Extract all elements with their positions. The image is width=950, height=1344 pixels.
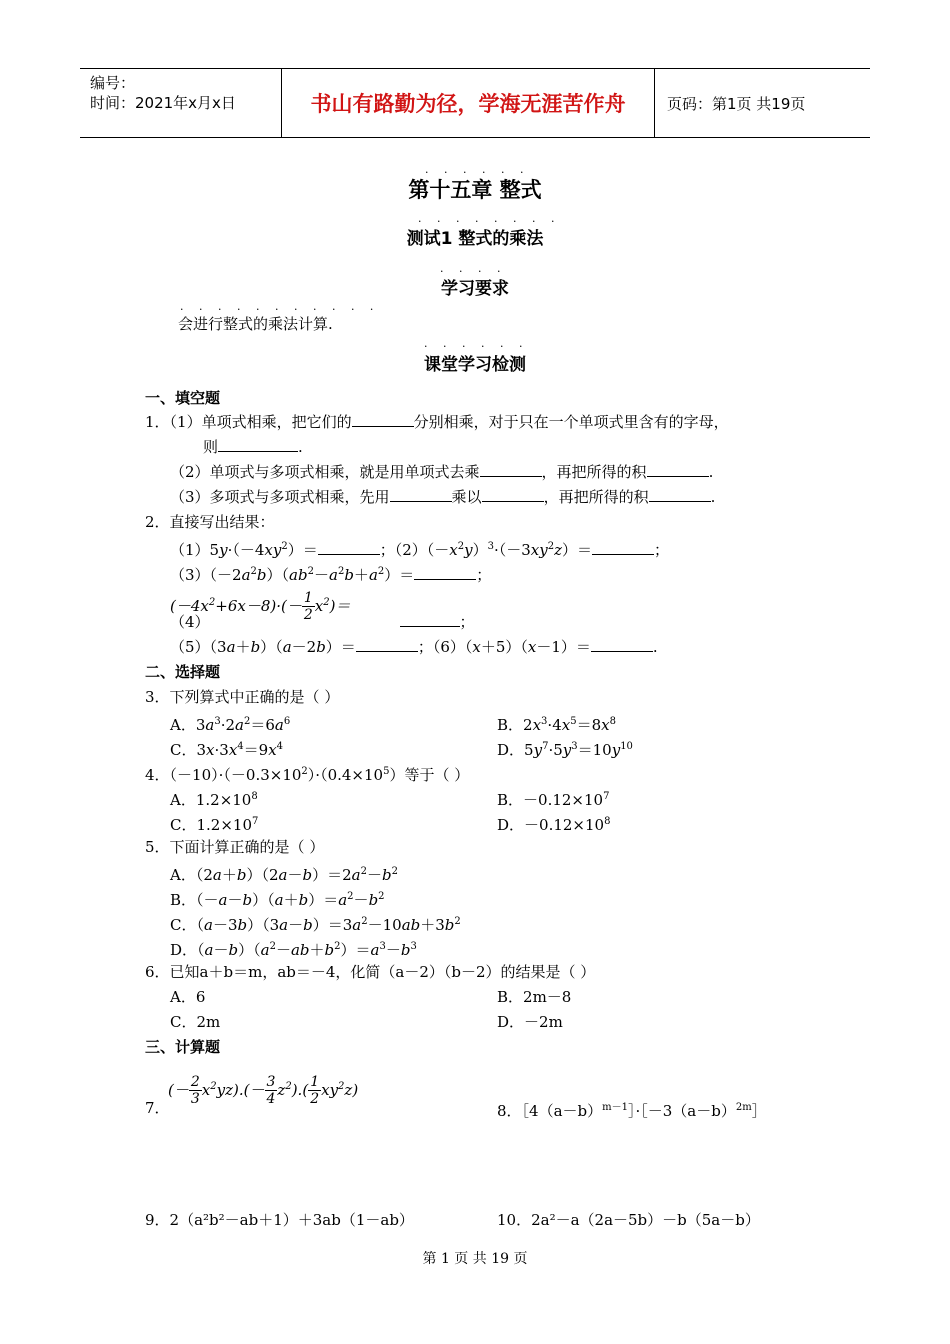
q2-item3: $(3)(-2a^2b)(ab^2-a^2b+a^2)=$ ； bbox=[170, 566, 492, 584]
motto: 书山有路勤为径，学海无涯苦作舟 bbox=[282, 69, 655, 137]
emphasis-dots: · · · · · · bbox=[425, 166, 530, 179]
q2-item5: （5）（3a＋b）（a－2b）＝ ；（6）（x＋5）（x－1）＝ . bbox=[170, 638, 658, 656]
emphasis-dots: · · · · · · bbox=[424, 340, 529, 353]
chapter-title: 第十五章 整式 bbox=[408, 178, 542, 202]
q6-option-d: D．－2m bbox=[497, 1013, 563, 1031]
q3-option-c: C．$3x\cdot 3x^4=9x^4$ bbox=[170, 741, 284, 759]
q1-line3: （3）多项式与多项式相乘，先用 乘以 ，再把所得的积 . bbox=[170, 488, 716, 506]
q10-expression: 10．2a²－a（2a－5b）－b（5a－b） bbox=[497, 1211, 760, 1229]
q4-option-d: D．$-0.12\times 10^8$ bbox=[497, 816, 611, 834]
page-footer: 第 1 页 共 19 页 bbox=[422, 1251, 528, 1267]
emphasis-dots: · · · · · · · · bbox=[418, 215, 561, 228]
section-choice: 二、选择题 bbox=[145, 663, 221, 681]
q3-option-b: B．$2x^3\cdot 4x^5=8x^8$ bbox=[497, 716, 616, 734]
emphasis-dots: · · · · · · · · · · · bbox=[180, 303, 380, 316]
q6-option-b: B．2m－8 bbox=[497, 988, 572, 1006]
q7-expression: (－ $\frac{2}{3}$ $x^2yz).(-$ $\frac{3}{4}$ $z^2$).( $\frac{1}{2}$ $xy^2z$) bbox=[168, 1074, 359, 1107]
header-left-cell bbox=[80, 69, 282, 137]
q9-expression: 9．2（a²b²－ab＋1）＋3ab（1－ab） bbox=[145, 1211, 414, 1229]
q1-line1-cont: 则 . bbox=[203, 438, 303, 456]
q1-line2: （2）单项式与多项式相乘，就是用单项式去乘 ，再把所得的积 . bbox=[170, 463, 714, 481]
q6-option-c: C．2m bbox=[170, 1013, 221, 1031]
section-fill-blank: 一、填空题 bbox=[145, 389, 221, 407]
q5-option-c: C．$(a-3b)(3a-b)=3a^2-10ab+3b^2$ bbox=[170, 916, 461, 934]
q6-option-a: A．6 bbox=[170, 988, 206, 1006]
q3-option-a: A．$3a^3\cdot 2a^2=6a^6$ bbox=[170, 716, 291, 734]
q2-item4: $(-4x^2+6x-8)\cdot(-$ $\frac{1}{2}$ $x^2)=$ bbox=[170, 590, 351, 623]
code-label: 编号： bbox=[90, 74, 136, 92]
page-label: 页码：第1页 共19页 bbox=[667, 94, 806, 113]
q3-option-d: D．$5y^7\cdot 5y^3=10y^{10}$ bbox=[497, 741, 633, 759]
q8-expression: 8．$[4(a-b)^{m-1}]\cdot[-3(a-b)^{2m}]$ bbox=[497, 1102, 767, 1120]
q2-item1: $(1)5y\cdot(-4xy^2)=$ ；$(2)(-x^2y)^3\cdot(-3xy^2z)=$ ； bbox=[170, 541, 670, 559]
q6-stem: 6．已知a＋b＝m，ab＝－4，化简（a－2）（b－2）的结果是（ ） bbox=[145, 963, 596, 981]
q4-option-b: B．$-0.12\times 10^7$ bbox=[497, 791, 610, 809]
q2-intro: 2．直接写出结果： bbox=[145, 513, 275, 531]
header-table bbox=[80, 68, 870, 138]
time-label: 时间：2021年x月x日 bbox=[90, 94, 236, 112]
emphasis-dots: · · · · bbox=[440, 265, 507, 278]
q4-option-c: C．$1.2\times 10^7$ bbox=[170, 816, 259, 834]
requirement-heading: 学习要求 bbox=[441, 279, 509, 299]
check-heading: 课堂学习检测 bbox=[424, 355, 526, 375]
q5-option-b: B．$(-a-b)(a+b)=a^2-b^2$ bbox=[170, 891, 385, 909]
q5-option-a: A．$(2a+b)(2a-b)=2a^2-b^2$ bbox=[170, 866, 398, 884]
q5-stem: 5．下面计算正确的是（ ） bbox=[145, 838, 325, 856]
q4-option-a: A．$1.2\times 10^8$ bbox=[170, 791, 258, 809]
q3-stem: 3．下列算式中正确的是（ ） bbox=[145, 688, 340, 706]
q5-option-d: D．$(a-b)(a^2-ab+b^2)=a^3-b^3$ bbox=[170, 941, 417, 959]
requirement-text: 会进行整式的乘法计算. bbox=[178, 315, 333, 333]
q1-line1: 1．（1）单项式相乘，把它们的 分别相乘，对于只在一个单项式里含有的字母， bbox=[145, 413, 729, 431]
q7-label: 7． bbox=[145, 1099, 170, 1117]
q4-stem: 4．$(-10)\cdot(-0.3\times 10^2)\cdot(0.4\times 10^5)$等于（ ） bbox=[145, 766, 470, 784]
section-calc: 三、计算题 bbox=[145, 1038, 221, 1056]
test-title: 测试1 整式的乘法 bbox=[406, 229, 544, 249]
q2-item4-label: （4） ； bbox=[170, 613, 475, 631]
